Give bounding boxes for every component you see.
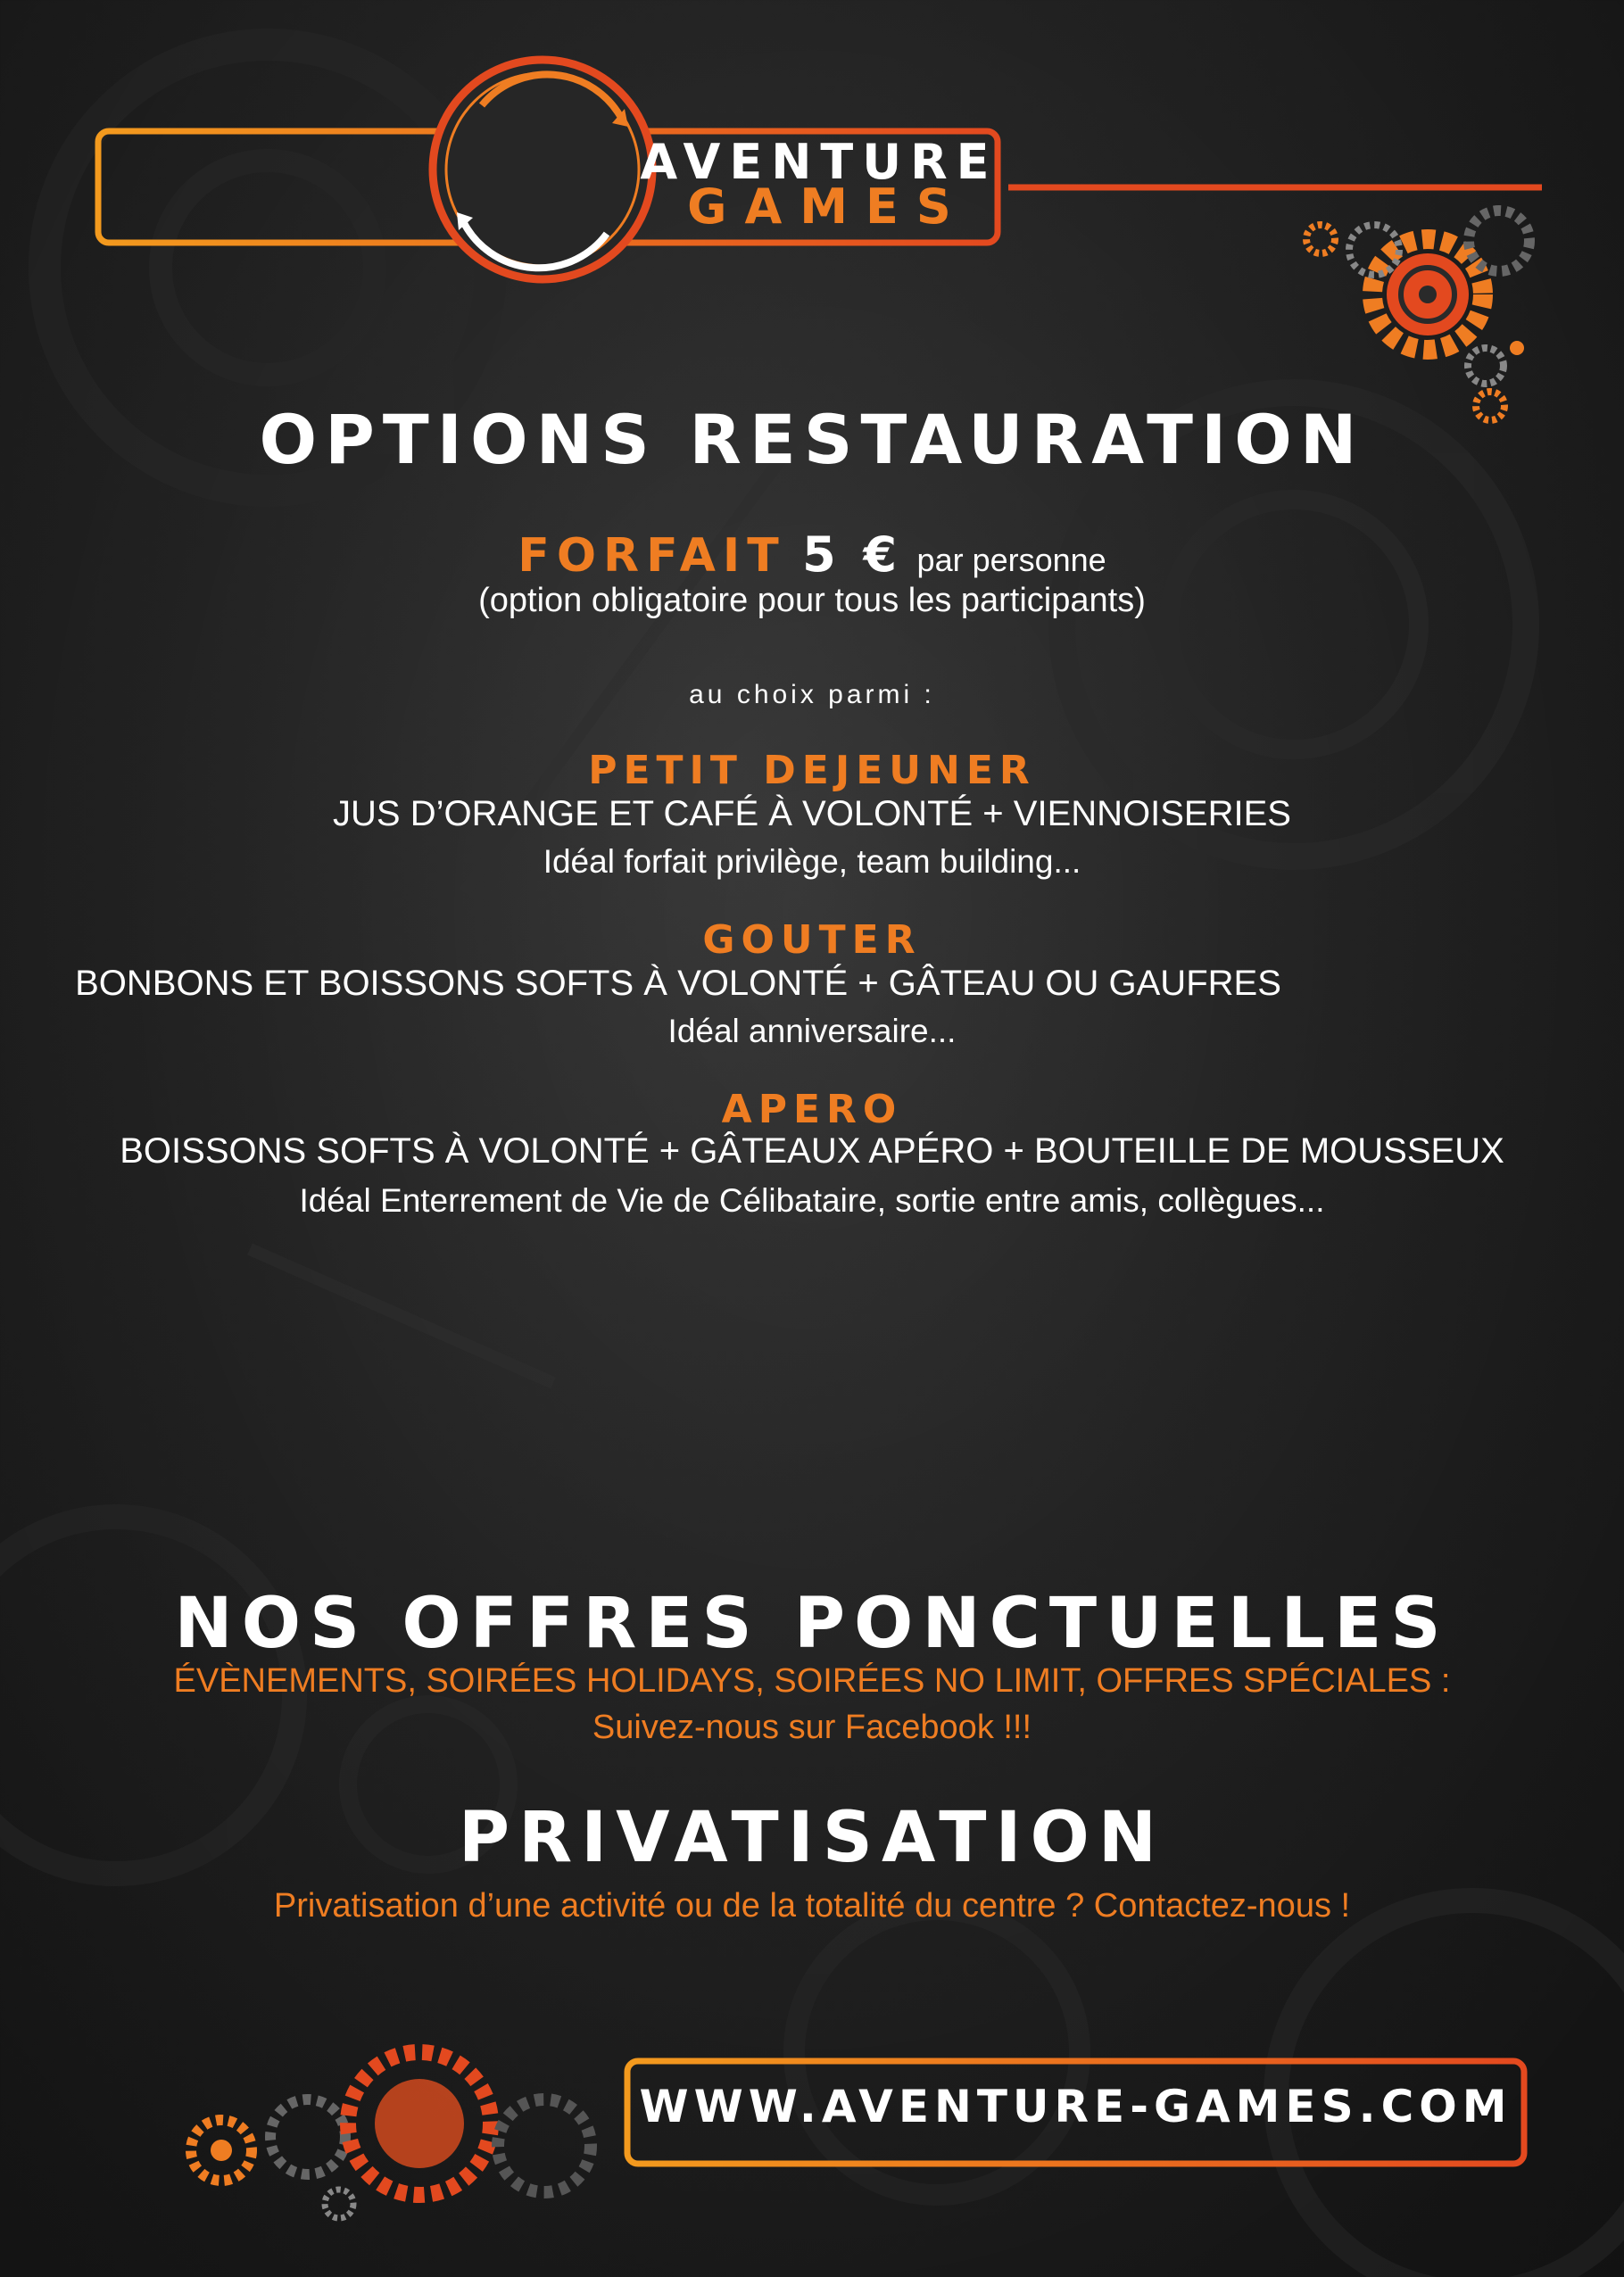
- option-name: PETIT DEJEUNER: [588, 748, 1036, 793]
- forfait-note: (option obligatoire pour tous les participants): [478, 582, 1146, 619]
- gear-cluster-bottom-icon: [191, 2052, 591, 2218]
- option-content: BOISSONS SOFTS À VOLONTÉ + GÂTEAUX APÉRO + BOUTEILLE DE MOUSSEUX: [120, 1131, 1504, 1171]
- gear-cluster-top-icon: [1306, 211, 1529, 420]
- option-ideal: Idéal Enterrement de Vie de Célibataire, sortie entre amis, collègues...: [299, 1182, 1325, 1219]
- offres-line1: ÉVÈNEMENTS, SOIRÉES HOLIDAYS, SOIRÉES NO LIMIT, OFFRES SPÉCIALES :: [173, 1662, 1451, 1700]
- option-content: JUS D’ORANGE ET CAFÉ À VOLONTÉ + VIENNOISERIES: [333, 794, 1291, 833]
- forfait-label: FORFAIT: [518, 529, 786, 583]
- website-link[interactable]: WWW.AVENTURE-GAMES.COM: [639, 2081, 1512, 2132]
- forfait-unit: par personne: [916, 542, 1106, 578]
- offres-line2: Suivez-nous sur Facebook !!!: [592, 1709, 1032, 1746]
- brand-name-line2: GAMES: [687, 178, 969, 235]
- brand-name-line1: AVENTURE: [640, 134, 998, 190]
- option-ideal: Idéal forfait privilège, team building...: [543, 843, 1081, 880]
- option-name: APERO: [721, 1087, 903, 1132]
- privatisation-title: PRIVATISATION: [458, 1798, 1166, 1878]
- forfait-price: 5 €: [802, 526, 903, 583]
- privatisation-text: Privatisation d’une activité ou de la totalité du centre ? Contactez-nous !: [273, 1887, 1351, 1925]
- option-ideal: Idéal anniversaire...: [667, 1013, 957, 1049]
- choice-intro: au choix parmi :: [689, 680, 935, 709]
- option-name: GOUTER: [702, 917, 922, 963]
- forfait-line: [0, 526, 1624, 583]
- restauration-title: OPTIONS RESTAURATION: [259, 400, 1365, 479]
- offres-title: NOS OFFRES PONCTUELLES: [174, 1584, 1450, 1664]
- option-content: BONBONS ET BOISSONS SOFTS À VOLONTÉ + GÂTEAU OU GAUFRES: [75, 964, 1281, 1003]
